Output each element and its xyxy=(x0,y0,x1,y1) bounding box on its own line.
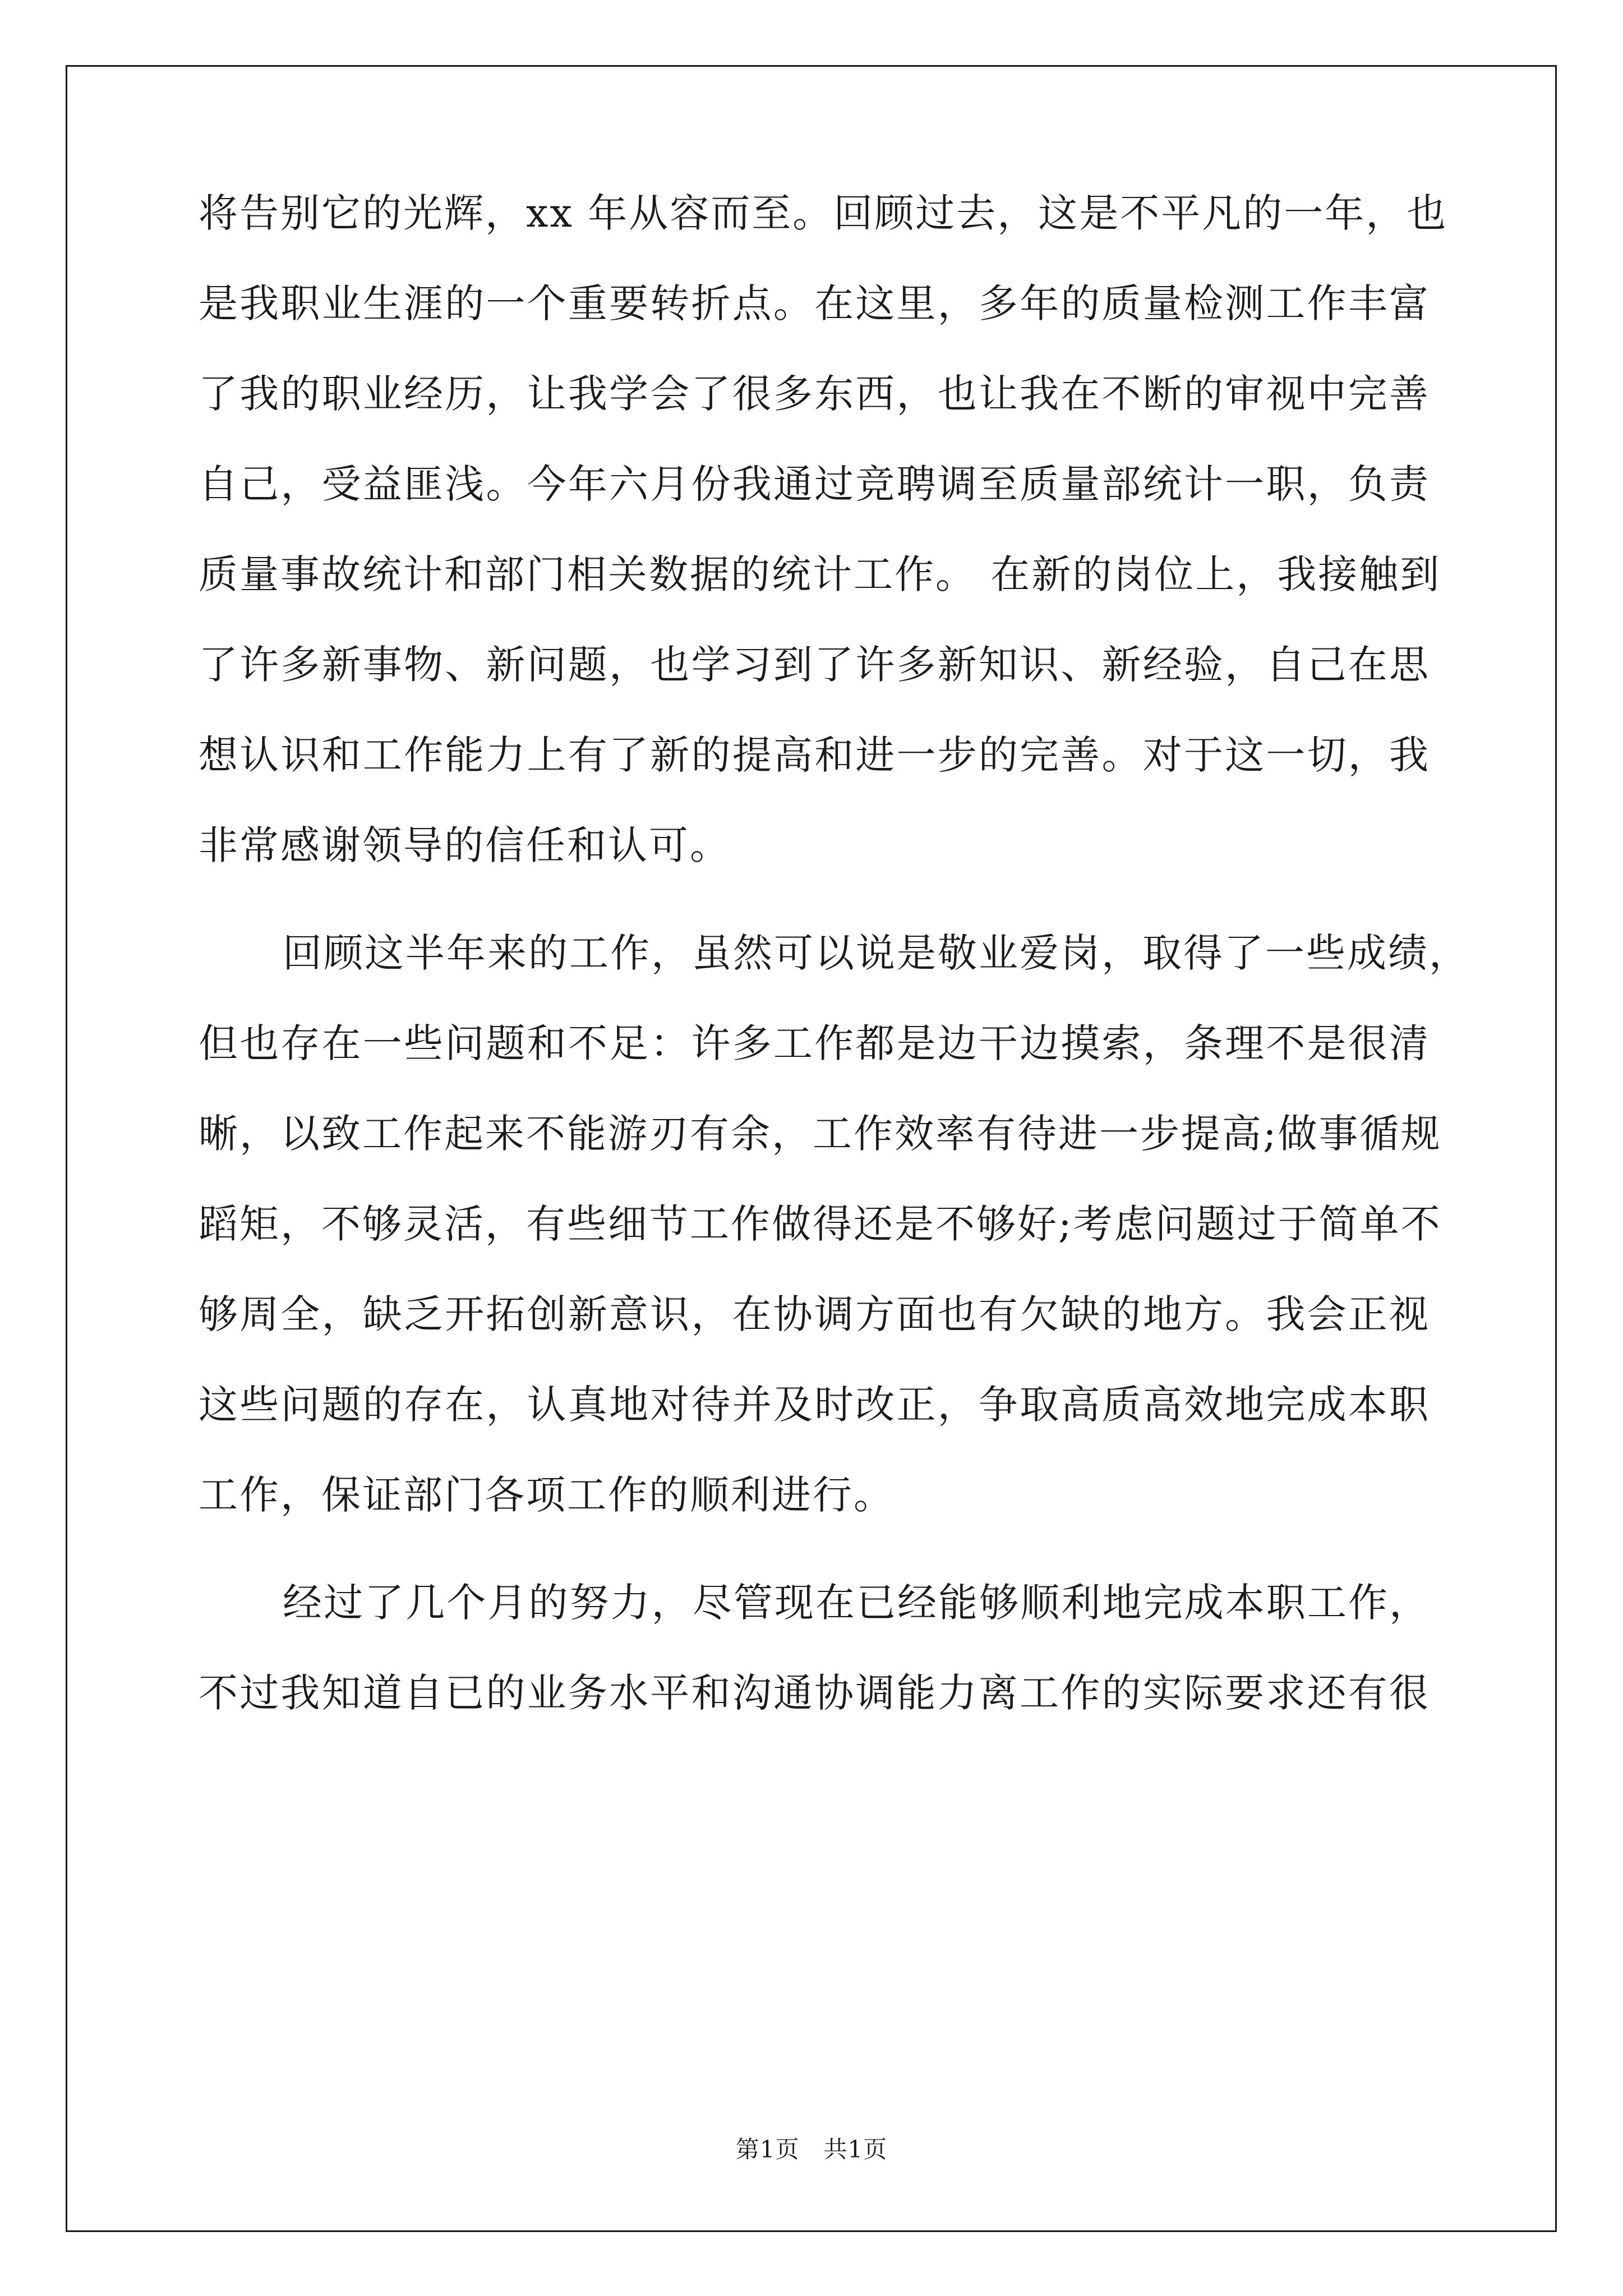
paragraph-line: 非常感谢领导的信任和认可。 xyxy=(199,822,731,868)
paragraph-line: 质量事故统计和部门相关数据的统计工作。 在新的岗位上，我接触到 xyxy=(199,551,1441,597)
paragraph-line: 是我职业生涯的一个重要转折点。在这里，多年的质量检测工作丰富 xyxy=(199,280,1430,326)
document-body xyxy=(199,190,1470,1764)
paragraph-line: 了许多新事物、新问题，也学习到了许多新知识、新经验，自己在思 xyxy=(199,642,1430,688)
paragraph-line: 了我的职业经历，让我学会了很多东西，也让我在不断的审视中完善 xyxy=(199,371,1430,417)
paragraph-line: 够周全，缺乏开拓创新意识，在协调方面也有欠缺的地方。我会正视 xyxy=(199,1291,1430,1337)
paragraph-line: 蹈矩，不够灵活，有些细节工作做得还是不够好;考虑问题过于简单不 xyxy=(199,1201,1442,1247)
paragraph-line: 但也存在一些问题和不足：许多工作都是边干边摸索，条理不是很清 xyxy=(199,1020,1430,1066)
paragraph-line: 将告别它的光辉，xx 年从容而至。回顾过去，这是不平凡的一年，也 xyxy=(199,190,1448,236)
paragraph-line: 经过了几个月的努力，尽管现在已经能够顺利地完成本职工作， xyxy=(283,1580,1430,1626)
paragraph-line: 想认识和工作能力上有了新的提高和进一步的完善。对于这一切，我 xyxy=(199,732,1430,778)
paragraph-line: 自己，受益匪浅。今年六月份我通过竞聘调至质量部统计一职，负责 xyxy=(199,461,1430,507)
paragraph-line: 晰，以致工作起来不能游刃有余，工作效率有待进一步提高;做事循规 xyxy=(199,1111,1442,1157)
paragraph-line: 这些问题的存在，认真地对待并及时改正，争取高质高效地完成本职 xyxy=(199,1382,1430,1428)
paragraph-line: 回顾这半年来的工作，虽然可以说是敬业爱岗，取得了一些成绩， xyxy=(283,930,1470,976)
page-number-footer: 第1页 共1页 xyxy=(735,2136,888,2163)
paragraph-line: 工作，保证部门各项工作的顺利进行。 xyxy=(199,1472,895,1518)
paragraph-line: 不过我知道自已的业务水平和沟通协调能力离工作的实际要求还有很 xyxy=(199,1670,1430,1716)
